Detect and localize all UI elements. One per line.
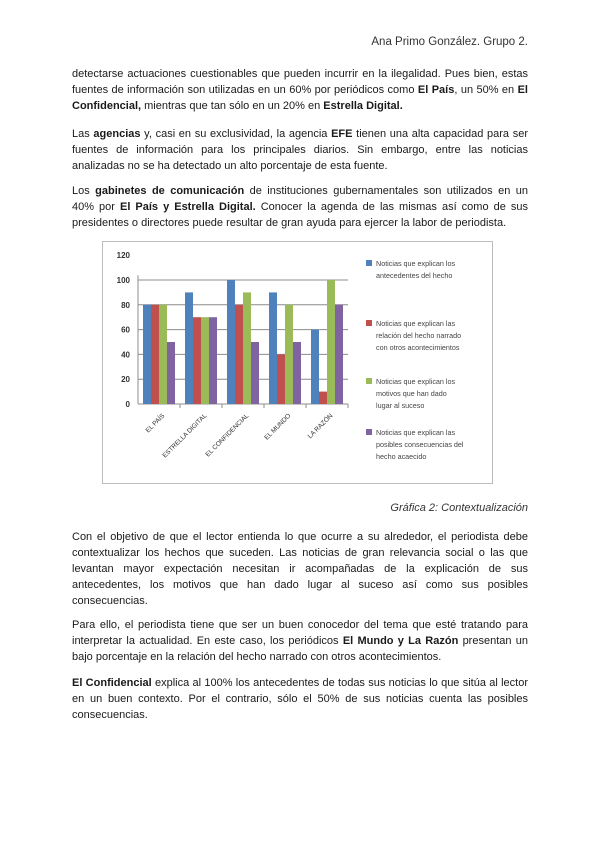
bold-text: El País y Estrella Digital. [119, 201, 256, 213]
bar [293, 342, 301, 404]
text: Conocer la agenda de las mismas así como de sus presidentes o directores puede resultar de gran ayuda para ejercer la labor de periodista. [72, 201, 528, 229]
text: Las [72, 128, 94, 140]
legend-label: con otros acontecimientos [376, 343, 460, 352]
legend-label: hecho acaecido [376, 452, 427, 461]
bold-text: agencias [93, 128, 141, 140]
figure-caption: Gráfica 2: Contextualización [390, 502, 528, 514]
x-category-label: EL CONFIDENCIAL [204, 412, 251, 459]
legend-label: Noticias que explican los [376, 259, 456, 268]
bar [151, 305, 159, 404]
bold-text: Estrella Digital. [323, 100, 403, 112]
legend-label: Noticias que explican las [376, 428, 456, 437]
y-tick-label: 80 [121, 300, 130, 310]
legend-swatch [366, 378, 372, 384]
legend-swatch [366, 429, 372, 435]
bar [319, 392, 327, 404]
x-category-label: EL MUNDO [263, 412, 293, 442]
text: Con el objetivo de que el lector entienda lo que ocurre a su alrededor, el periodista debe contextualizar los hechos que suceden. Las noticias de gran relevancia social o las que levantan mayor expectación necesitan ir acompañadas de la explicación de sus antecedentes, los motivos que han dado lugar al suceso así como sus posibles consecuencias. [72, 531, 528, 607]
y-tick-label: 40 [121, 350, 130, 360]
y-tick-label: 0 [125, 400, 130, 409]
bold-text: gabinetes de comunicación [95, 185, 245, 197]
bar [335, 305, 343, 404]
bar [311, 330, 319, 404]
text: explica al 100% los antecedentes de todas sus noticias lo que sitúa al lector en un buen contexto. Por el contrario, sólo el 50% de sus noticias cuenta las posibles consecuencias. [72, 677, 528, 721]
bar [285, 305, 293, 404]
legend-swatch [366, 320, 372, 326]
chart-canvas [103, 242, 492, 483]
x-category-label: EL PAÍS [144, 412, 167, 435]
y-tick-label: 20 [121, 375, 130, 385]
legend-label: posibles consecuencias del [376, 440, 464, 449]
legend-label: lugar al suceso [376, 401, 425, 410]
bar [251, 342, 259, 404]
bar [209, 317, 217, 404]
paragraph-periodista [72, 617, 528, 665]
text: Los [72, 185, 96, 197]
bar [159, 305, 167, 404]
bar [235, 305, 243, 404]
text: de instituciones gubernamentales son utilizados en un 40% por [72, 185, 528, 213]
bar [227, 280, 235, 404]
bar [167, 342, 175, 404]
bar-chart-contextualizacion [102, 241, 493, 484]
bar [185, 292, 193, 404]
text: Para ello, el periodista tiene que ser un buen conocedor del tema que esté tratando para interpretar la actualidad. En este caso, los periódicos [72, 619, 528, 647]
text: tienen una alta capacidad para ser fuentes de información para los principales diarios. Sin embargo, entre las noticias analizadas no se ha detectado un alto porcentaje de esta fuente. [72, 128, 528, 172]
text: detectarse actuaciones cuestionables que pueden incurrir en la ilegalidad. Pues bien, estas fuentes de información son utilizadas en un 60% por periódicos como [72, 68, 528, 96]
text: y, casi en su exclusividad, la agencia [140, 128, 332, 140]
text: presentan un bajo porcentaje en la relación del hecho narrado con otros acontecimientos. [72, 635, 528, 663]
paragraph-agencias [72, 126, 528, 174]
legend-label: relación del hecho narrado [376, 331, 462, 340]
paragraph-objetivo [72, 529, 528, 609]
paragraph-confidencial [72, 675, 528, 723]
legend-label: motivos que han dado [376, 389, 447, 398]
text: , un 50% en [454, 84, 518, 96]
bold-text: El Mundo y La Razón [342, 635, 459, 647]
y-tick-label: 120 [116, 251, 130, 261]
legend-label: antecedentes del hecho [376, 271, 453, 280]
y-tick-label: 100 [116, 276, 130, 285]
bar [201, 317, 209, 404]
page-header-author: Ana Primo González. Grupo 2. [371, 36, 528, 48]
x-category-label: ESTRELLA DIGITAL [161, 412, 209, 460]
bar [269, 292, 277, 404]
bar [143, 305, 151, 404]
paragraph-fuentes [72, 66, 528, 114]
paragraph-gabinetes [72, 183, 528, 231]
legend-swatch [366, 260, 372, 266]
bold-text: El Confidencial, [72, 84, 528, 112]
legend-label: Noticias que explican las [376, 319, 456, 328]
x-category-label: LA RAZÓN [306, 412, 335, 441]
bar [243, 292, 251, 404]
bold-text: EFE [331, 128, 353, 140]
bar [277, 354, 285, 404]
bold-text: El País [417, 84, 455, 96]
bar [327, 280, 335, 404]
bar [193, 317, 201, 404]
y-tick-label: 60 [121, 325, 130, 335]
bold-text: El Confidencial [72, 677, 152, 689]
text: mientras que tan sólo en un 20% en [141, 100, 324, 112]
legend-label: Noticias que explican los [376, 377, 456, 386]
